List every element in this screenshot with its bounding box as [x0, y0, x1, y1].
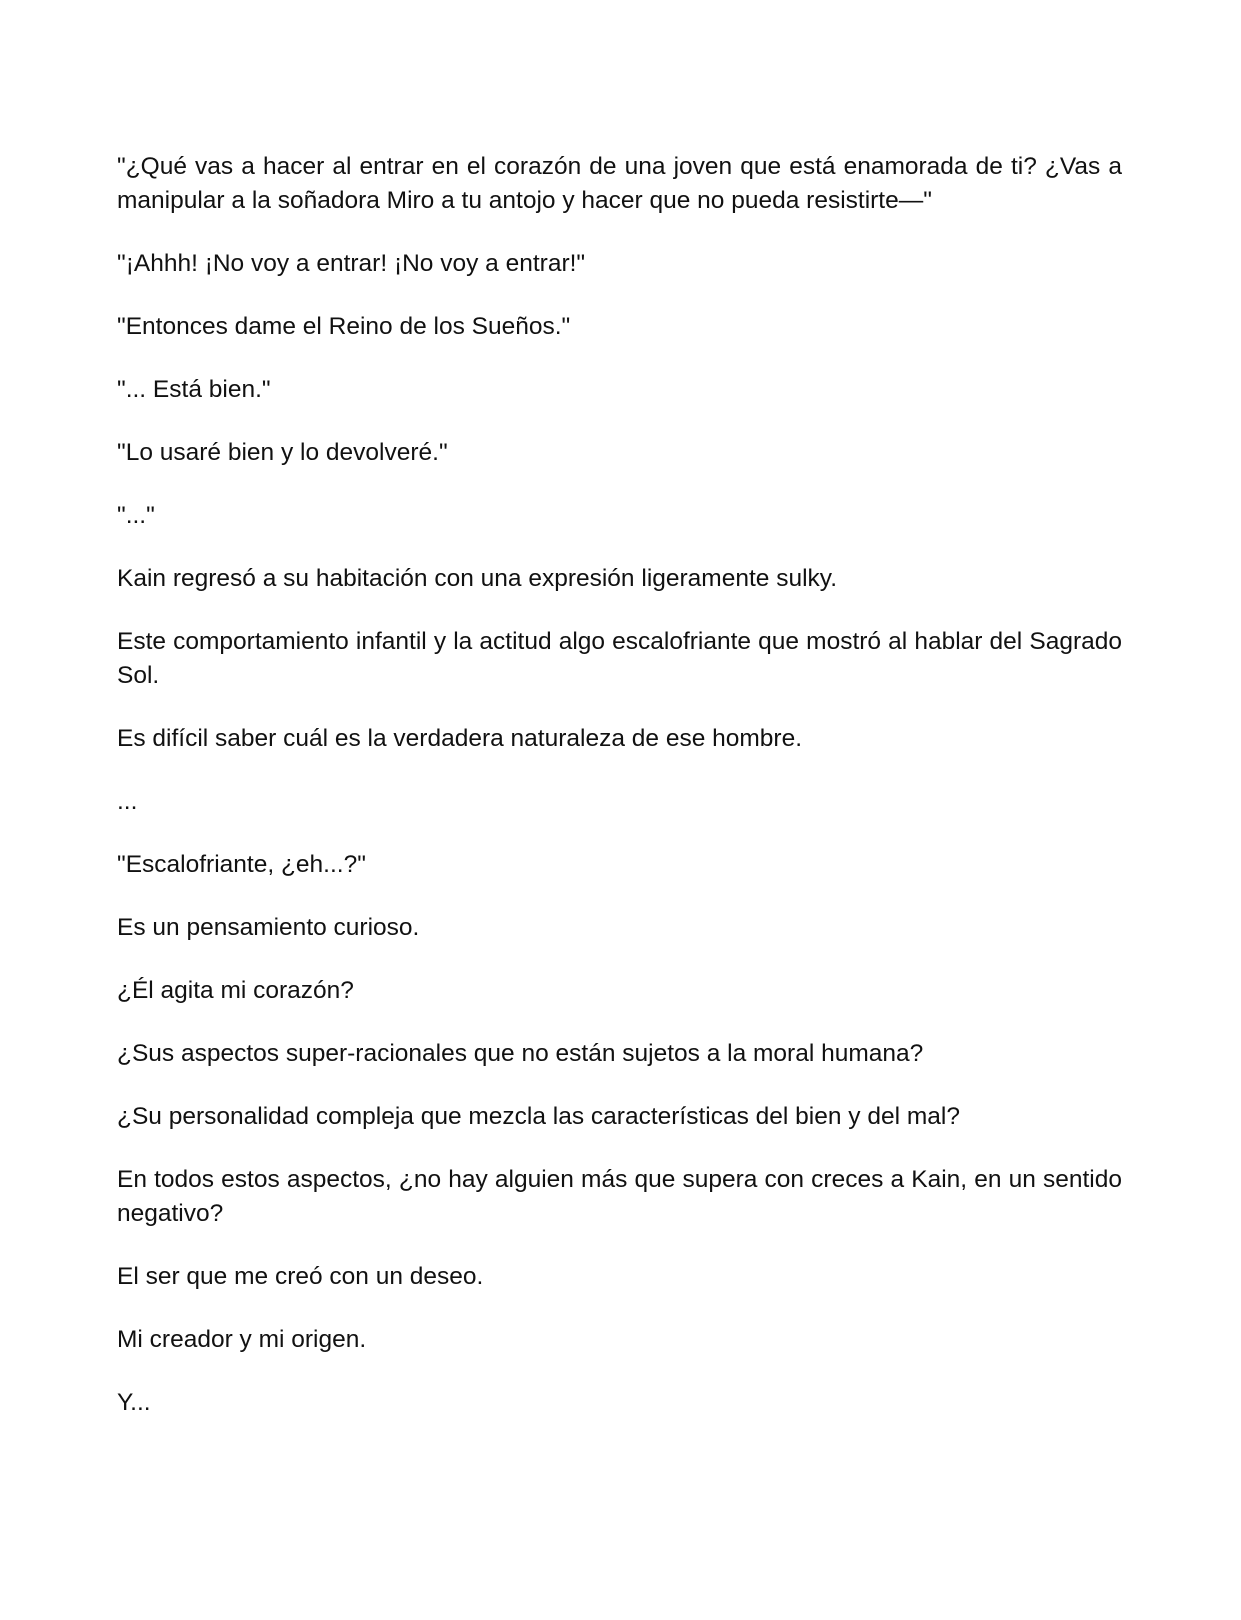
paragraph: ¿Él agita mi corazón? — [117, 977, 354, 1004]
paragraph: Kain regresó a su habitación con una expresión ligeramente sulky. — [117, 565, 837, 592]
paragraph: "Escalofriante, ¿eh...?" — [117, 851, 366, 878]
paragraph: Es difícil saber cuál es la verdadera naturaleza de ese hombre. — [117, 725, 803, 752]
paragraph: "Lo usaré bien y lo devolveré." — [117, 439, 448, 466]
paragraph: Es un pensamiento curioso. — [117, 914, 420, 941]
paragraph: ¿Su personalidad compleja que mezcla las características del bien y del mal? — [117, 1103, 960, 1130]
paragraph: ¿Sus aspectos super-racionales que no están sujetos a la moral humana? — [117, 1040, 924, 1067]
paragraph: Y... — [117, 1389, 151, 1416]
paragraph: ... — [117, 788, 138, 815]
paragraph: Mi creador y mi origen. — [117, 1326, 367, 1353]
paragraph: En todos estos aspectos, ¿no hay alguien más que supera con creces a Kain, en un sentido negativo? — [117, 1166, 1129, 1227]
paragraph: Este comportamiento infantil y la actitud algo escalofriante que mostró al hablar del Sagrado Sol. — [117, 628, 1129, 689]
paragraph: "..." — [117, 502, 155, 529]
paragraph: "¿Qué vas a hacer al entrar en el corazón de una joven que está enamorada de ti? ¿Vas a manipular a la soñadora Miro a tu antojo y hacer que no pueda resistirte—" — [117, 153, 1129, 214]
paragraph: "... Está bien." — [117, 376, 271, 403]
paragraph: El ser que me creó con un deseo. — [117, 1263, 484, 1290]
paragraph: "¡Ahhh! ¡No voy a entrar! ¡No voy a entrar!" — [117, 250, 586, 277]
paragraph: "Entonces dame el Reino de los Sueños." — [117, 313, 571, 340]
document-body — [117, 150, 1129, 1449]
